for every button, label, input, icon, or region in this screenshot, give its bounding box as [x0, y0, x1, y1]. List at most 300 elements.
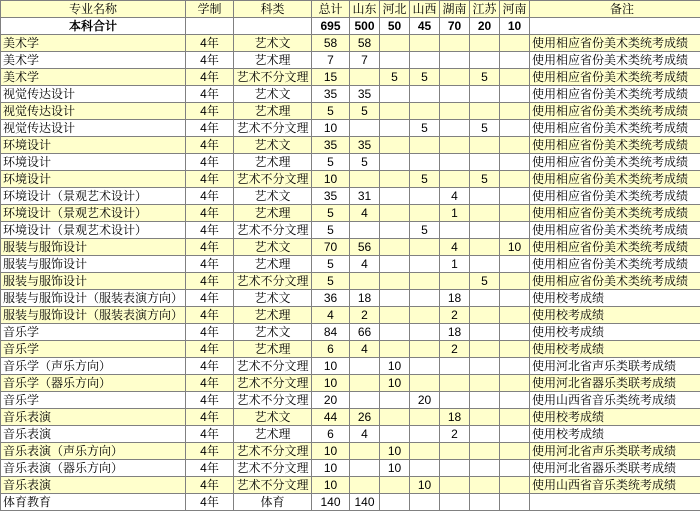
- cell-henan: [500, 341, 530, 358]
- header-province-shanxi: 山西: [410, 1, 440, 18]
- cell-jiangsu: [470, 290, 500, 307]
- cell-hebei: [380, 426, 410, 443]
- cell-shandong: [350, 443, 380, 460]
- cell-note: 使用相应省份美术类统考成绩: [530, 222, 700, 239]
- header-province-hunan: 湖南: [440, 1, 470, 18]
- table-row: [1, 273, 700, 290]
- cell-shandong: 58: [350, 35, 380, 52]
- cell-note: [530, 494, 700, 511]
- cell-category: 艺术文: [234, 409, 312, 426]
- cell-hebei: [380, 324, 410, 341]
- cell-category: 艺术理: [234, 426, 312, 443]
- header-province-hebei: 河北: [380, 1, 410, 18]
- cell-total: 5: [312, 205, 350, 222]
- cell-years: 4年: [186, 103, 234, 120]
- cell-henan: [500, 409, 530, 426]
- cell-jiangsu: [470, 477, 500, 494]
- table-row: [1, 256, 700, 273]
- cell-shanxi: [410, 358, 440, 375]
- cell-major: 音乐学（声乐方向）: [1, 358, 186, 375]
- cell-jiangsu: 5: [470, 273, 500, 290]
- cell-jiangsu: [470, 392, 500, 409]
- cell-henan: [500, 256, 530, 273]
- cell-category: 艺术不分文理: [234, 375, 312, 392]
- cell-henan: [500, 120, 530, 137]
- cell-hebei: [380, 494, 410, 511]
- cell-hunan: 1: [440, 205, 470, 222]
- cell-shanxi: [410, 341, 440, 358]
- summary-henan: 10: [500, 18, 530, 35]
- table-row: [1, 494, 700, 511]
- cell-category: 艺术不分文理: [234, 477, 312, 494]
- cell-shanxi: [410, 494, 440, 511]
- cell-years: 4年: [186, 171, 234, 188]
- cell-jiangsu: [470, 426, 500, 443]
- cell-jiangsu: [470, 35, 500, 52]
- table-row: [1, 86, 700, 103]
- cell-hunan: 2: [440, 426, 470, 443]
- cell-major: 体育教育: [1, 494, 186, 511]
- cell-henan: 10: [500, 239, 530, 256]
- cell-years: 4年: [186, 443, 234, 460]
- cell-years: 4年: [186, 120, 234, 137]
- cell-shandong: [350, 392, 380, 409]
- cell-total: 5: [312, 103, 350, 120]
- cell-years: 4年: [186, 494, 234, 511]
- header-province-jiangsu: 江苏: [470, 1, 500, 18]
- cell-shanxi: 5: [410, 171, 440, 188]
- cell-shandong: 35: [350, 137, 380, 154]
- cell-note: 使用校考成绩: [530, 324, 700, 341]
- cell-major: 音乐表演（器乐方向）: [1, 460, 186, 477]
- cell-major: 美术学: [1, 35, 186, 52]
- cell-hebei: [380, 154, 410, 171]
- cell-category: 艺术不分文理: [234, 443, 312, 460]
- cell-years: 4年: [186, 69, 234, 86]
- cell-shandong: 4: [350, 426, 380, 443]
- cell-category: 体育: [234, 494, 312, 511]
- cell-hebei: [380, 86, 410, 103]
- cell-note: 使用校考成绩: [530, 290, 700, 307]
- cell-henan: [500, 52, 530, 69]
- header-years: 学制: [186, 1, 234, 18]
- cell-hunan: [440, 120, 470, 137]
- cell-jiangsu: 5: [470, 120, 500, 137]
- cell-shandong: 26: [350, 409, 380, 426]
- cell-hunan: [440, 392, 470, 409]
- table-row: [1, 103, 700, 120]
- cell-hebei: [380, 273, 410, 290]
- table-row: [1, 35, 700, 52]
- cell-total: 10: [312, 375, 350, 392]
- cell-major: 音乐学: [1, 324, 186, 341]
- cell-shandong: 4: [350, 341, 380, 358]
- cell-jiangsu: [470, 358, 500, 375]
- cell-major: 美术学: [1, 69, 186, 86]
- cell-shandong: 7: [350, 52, 380, 69]
- summary-shandong: 500: [350, 18, 380, 35]
- cell-years: 4年: [186, 358, 234, 375]
- cell-henan: [500, 103, 530, 120]
- cell-category: 艺术理: [234, 103, 312, 120]
- cell-total: 5: [312, 256, 350, 273]
- summary-hunan: 70: [440, 18, 470, 35]
- cell-hunan: [440, 171, 470, 188]
- cell-henan: [500, 426, 530, 443]
- cell-total: 6: [312, 341, 350, 358]
- cell-henan: [500, 392, 530, 409]
- cell-henan: [500, 35, 530, 52]
- cell-category: 艺术文: [234, 137, 312, 154]
- cell-shandong: 140: [350, 494, 380, 511]
- cell-jiangsu: [470, 307, 500, 324]
- cell-note: 使用相应省份美术类统考成绩: [530, 273, 700, 290]
- cell-hebei: [380, 171, 410, 188]
- cell-total: 35: [312, 188, 350, 205]
- table-row: [1, 409, 700, 426]
- cell-note: 使用校考成绩: [530, 426, 700, 443]
- cell-hunan: [440, 477, 470, 494]
- cell-years: 4年: [186, 477, 234, 494]
- cell-major: 音乐学: [1, 392, 186, 409]
- cell-henan: [500, 171, 530, 188]
- cell-jiangsu: [470, 494, 500, 511]
- table-row: [1, 239, 700, 256]
- cell-shanxi: 20: [410, 392, 440, 409]
- cell-shandong: 5: [350, 103, 380, 120]
- cell-henan: [500, 375, 530, 392]
- cell-hunan: 2: [440, 307, 470, 324]
- cell-major: 服装与服饰设计（服装表演方向）: [1, 290, 186, 307]
- cell-shandong: [350, 358, 380, 375]
- cell-category: 艺术不分文理: [234, 69, 312, 86]
- cell-hebei: 10: [380, 375, 410, 392]
- cell-total: 20: [312, 392, 350, 409]
- summary-note: [530, 18, 700, 35]
- cell-shanxi: 10: [410, 477, 440, 494]
- cell-shanxi: 5: [410, 222, 440, 239]
- cell-years: 4年: [186, 256, 234, 273]
- cell-shandong: 56: [350, 239, 380, 256]
- cell-years: 4年: [186, 154, 234, 171]
- cell-shanxi: [410, 307, 440, 324]
- cell-category: 艺术理: [234, 256, 312, 273]
- cell-total: 10: [312, 477, 350, 494]
- cell-note: 使用山西省音乐类统考成绩: [530, 477, 700, 494]
- cell-years: 4年: [186, 409, 234, 426]
- cell-hebei: [380, 35, 410, 52]
- cell-hunan: [440, 273, 470, 290]
- cell-henan: [500, 443, 530, 460]
- cell-hunan: 18: [440, 290, 470, 307]
- cell-shandong: [350, 375, 380, 392]
- cell-total: 5: [312, 154, 350, 171]
- table-row: [1, 392, 700, 409]
- cell-hebei: 10: [380, 358, 410, 375]
- cell-shanxi: [410, 103, 440, 120]
- cell-jiangsu: [470, 375, 500, 392]
- cell-jiangsu: [470, 443, 500, 460]
- cell-years: 4年: [186, 290, 234, 307]
- cell-category: 艺术不分文理: [234, 171, 312, 188]
- header-major: 专业名称: [1, 1, 186, 18]
- cell-total: 70: [312, 239, 350, 256]
- cell-major: 服装与服饰设计: [1, 273, 186, 290]
- cell-shandong: [350, 222, 380, 239]
- cell-jiangsu: [470, 341, 500, 358]
- cell-category: 艺术不分文理: [234, 392, 312, 409]
- cell-note: 使用校考成绩: [530, 341, 700, 358]
- cell-jiangsu: 5: [470, 171, 500, 188]
- header-note: 备注: [530, 1, 700, 18]
- cell-hunan: [440, 103, 470, 120]
- cell-category: 艺术理: [234, 205, 312, 222]
- cell-hebei: [380, 256, 410, 273]
- cell-major: 服装与服饰设计: [1, 239, 186, 256]
- cell-hunan: [440, 443, 470, 460]
- cell-hunan: 18: [440, 324, 470, 341]
- table-row: [1, 69, 700, 86]
- header-total: 总计: [312, 1, 350, 18]
- cell-hebei: [380, 205, 410, 222]
- table-row: [1, 120, 700, 137]
- cell-hebei: [380, 341, 410, 358]
- cell-note: 使用相应省份美术类统考成绩: [530, 52, 700, 69]
- cell-note: 使用相应省份美术类统考成绩: [530, 171, 700, 188]
- cell-henan: [500, 86, 530, 103]
- cell-jiangsu: [470, 86, 500, 103]
- cell-category: 艺术文: [234, 324, 312, 341]
- cell-major: 音乐表演: [1, 477, 186, 494]
- cell-hebei: 5: [380, 69, 410, 86]
- cell-category: 艺术文: [234, 35, 312, 52]
- cell-note: 使用校考成绩: [530, 409, 700, 426]
- table-row: [1, 477, 700, 494]
- cell-shanxi: [410, 375, 440, 392]
- cell-years: 4年: [186, 375, 234, 392]
- cell-category: 艺术理: [234, 341, 312, 358]
- cell-years: 4年: [186, 273, 234, 290]
- table-row: [1, 443, 700, 460]
- cell-total: 35: [312, 137, 350, 154]
- table-row-summary: [1, 18, 700, 35]
- table-row: [1, 375, 700, 392]
- cell-jiangsu: [470, 239, 500, 256]
- cell-category: 艺术文: [234, 188, 312, 205]
- cell-major: 环境设计: [1, 137, 186, 154]
- cell-shandong: [350, 460, 380, 477]
- cell-shanxi: [410, 137, 440, 154]
- header-category: 科类: [234, 1, 312, 18]
- table-row: [1, 460, 700, 477]
- cell-hebei: [380, 222, 410, 239]
- cell-shanxi: [410, 324, 440, 341]
- cell-note: 使用相应省份美术类统考成绩: [530, 256, 700, 273]
- cell-shandong: [350, 477, 380, 494]
- cell-henan: [500, 307, 530, 324]
- cell-shandong: [350, 120, 380, 137]
- cell-category: 艺术理: [234, 52, 312, 69]
- cell-total: 10: [312, 171, 350, 188]
- cell-shandong: 35: [350, 86, 380, 103]
- table-row: [1, 52, 700, 69]
- cell-category: 艺术不分文理: [234, 120, 312, 137]
- table-row: [1, 307, 700, 324]
- cell-hunan: [440, 69, 470, 86]
- cell-shanxi: [410, 256, 440, 273]
- cell-hunan: [440, 494, 470, 511]
- cell-years: 4年: [186, 460, 234, 477]
- cell-jiangsu: 5: [470, 69, 500, 86]
- cell-total: 5: [312, 222, 350, 239]
- cell-hunan: 2: [440, 341, 470, 358]
- cell-hunan: [440, 222, 470, 239]
- cell-note: 使用相应省份美术类统考成绩: [530, 103, 700, 120]
- cell-major: 音乐表演（声乐方向）: [1, 443, 186, 460]
- cell-hebei: [380, 103, 410, 120]
- cell-major: 音乐学: [1, 341, 186, 358]
- cell-hebei: [380, 290, 410, 307]
- cell-category: 艺术不分文理: [234, 273, 312, 290]
- cell-shanxi: [410, 273, 440, 290]
- cell-total: 35: [312, 86, 350, 103]
- cell-total: 84: [312, 324, 350, 341]
- cell-total: 36: [312, 290, 350, 307]
- table-row: [1, 205, 700, 222]
- table-row: [1, 154, 700, 171]
- cell-total: 10: [312, 460, 350, 477]
- cell-total: 5: [312, 273, 350, 290]
- cell-shanxi: [410, 460, 440, 477]
- cell-major: 环境设计（景观艺术设计）: [1, 188, 186, 205]
- cell-hunan: [440, 35, 470, 52]
- cell-note: 使用河北省器乐类联考成绩: [530, 460, 700, 477]
- cell-shanxi: [410, 290, 440, 307]
- cell-major: 视觉传达设计: [1, 86, 186, 103]
- cell-years: 4年: [186, 52, 234, 69]
- cell-jiangsu: [470, 256, 500, 273]
- cell-hebei: [380, 137, 410, 154]
- cell-years: 4年: [186, 392, 234, 409]
- cell-hebei: [380, 307, 410, 324]
- cell-hebei: [380, 392, 410, 409]
- cell-shanxi: [410, 205, 440, 222]
- cell-note: 使用相应省份美术类统考成绩: [530, 188, 700, 205]
- cell-hebei: [380, 52, 410, 69]
- cell-shanxi: [410, 409, 440, 426]
- cell-henan: [500, 477, 530, 494]
- cell-note: 使用相应省份美术类统考成绩: [530, 86, 700, 103]
- cell-jiangsu: [470, 137, 500, 154]
- cell-years: 4年: [186, 205, 234, 222]
- cell-years: 4年: [186, 324, 234, 341]
- cell-shanxi: [410, 52, 440, 69]
- cell-hunan: [440, 154, 470, 171]
- cell-shanxi: 5: [410, 69, 440, 86]
- cell-major: 环境设计（景观艺术设计）: [1, 205, 186, 222]
- cell-shanxi: [410, 35, 440, 52]
- cell-hebei: 10: [380, 443, 410, 460]
- cell-shanxi: [410, 443, 440, 460]
- cell-note: 使用相应省份美术类统考成绩: [530, 239, 700, 256]
- cell-jiangsu: [470, 324, 500, 341]
- cell-jiangsu: [470, 154, 500, 171]
- cell-category: 艺术文: [234, 86, 312, 103]
- cell-jiangsu: [470, 52, 500, 69]
- cell-hebei: [380, 188, 410, 205]
- cell-note: 使用河北省声乐类联考成绩: [530, 443, 700, 460]
- cell-hebei: [380, 120, 410, 137]
- cell-major: 音乐表演: [1, 426, 186, 443]
- cell-total: 4: [312, 307, 350, 324]
- cell-years: 4年: [186, 86, 234, 103]
- cell-hunan: [440, 375, 470, 392]
- cell-years: 4年: [186, 35, 234, 52]
- cell-note: 使用河北省声乐类联考成绩: [530, 358, 700, 375]
- cell-total: 6: [312, 426, 350, 443]
- cell-major: 音乐表演: [1, 409, 186, 426]
- cell-shanxi: [410, 86, 440, 103]
- cell-hunan: 4: [440, 188, 470, 205]
- cell-major: 服装与服饰设计: [1, 256, 186, 273]
- cell-henan: [500, 460, 530, 477]
- cell-henan: [500, 188, 530, 205]
- cell-note: 使用相应省份美术类统考成绩: [530, 120, 700, 137]
- cell-major: 美术学: [1, 52, 186, 69]
- cell-total: 7: [312, 52, 350, 69]
- cell-total: 10: [312, 358, 350, 375]
- cell-note: 使用山西省音乐类统考成绩: [530, 392, 700, 409]
- cell-major: 视觉传达设计: [1, 103, 186, 120]
- cell-shanxi: 5: [410, 120, 440, 137]
- cell-henan: [500, 324, 530, 341]
- cell-henan: [500, 494, 530, 511]
- cell-note: 使用相应省份美术类统考成绩: [530, 69, 700, 86]
- cell-major: 音乐学（器乐方向）: [1, 375, 186, 392]
- cell-henan: [500, 154, 530, 171]
- cell-category: 艺术不分文理: [234, 358, 312, 375]
- cell-years: 4年: [186, 222, 234, 239]
- summary-label: 本科合计: [1, 18, 186, 35]
- cell-years: 4年: [186, 307, 234, 324]
- cell-total: 58: [312, 35, 350, 52]
- cell-jiangsu: [470, 188, 500, 205]
- table-row: [1, 324, 700, 341]
- cell-major: 环境设计: [1, 171, 186, 188]
- cell-shandong: [350, 273, 380, 290]
- cell-note: 使用相应省份美术类统考成绩: [530, 137, 700, 154]
- cell-category: 艺术理: [234, 307, 312, 324]
- cell-years: 4年: [186, 239, 234, 256]
- table-row: [1, 222, 700, 239]
- cell-jiangsu: [470, 222, 500, 239]
- cell-shanxi: [410, 188, 440, 205]
- cell-hebei: [380, 477, 410, 494]
- cell-category: 艺术不分文理: [234, 222, 312, 239]
- cell-note: 使用相应省份美术类统考成绩: [530, 205, 700, 222]
- cell-shandong: 4: [350, 205, 380, 222]
- table-row: [1, 290, 700, 307]
- summary-shanxi: 45: [410, 18, 440, 35]
- header-province-henan: 河南: [500, 1, 530, 18]
- cell-total: 10: [312, 443, 350, 460]
- cell-jiangsu: [470, 409, 500, 426]
- table-row: [1, 188, 700, 205]
- header-row: [1, 1, 700, 18]
- cell-total: 10: [312, 120, 350, 137]
- cell-major: 视觉传达设计: [1, 120, 186, 137]
- cell-shandong: [350, 69, 380, 86]
